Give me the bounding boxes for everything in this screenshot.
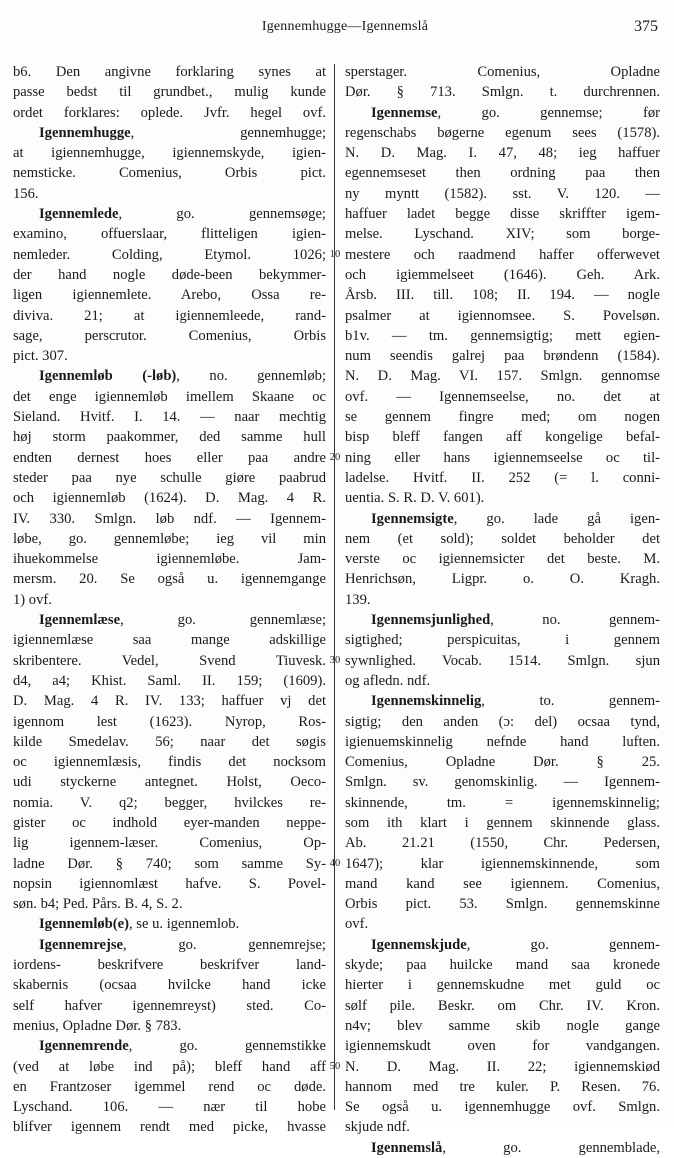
page-number: 375 (634, 18, 658, 35)
text-line: b1v. — tm. gennemsigtig; mett egien- (345, 327, 660, 344)
entry-headword-line: Igennemse, go. gennemse; før (371, 104, 660, 121)
text-line: och igiemmelseet (1646). Geh. Ark. (345, 266, 660, 283)
text-line: Lyschand. 106. — nær til hobe (13, 1099, 326, 1116)
text-line: Årsb. III. till. 108; II. 194. — nogle (345, 287, 660, 304)
text-line: d4, a4; Khist. Saml. II. 159; (1609). (13, 672, 326, 689)
text-line: nemleder. Colding, Etymol. 1026; (13, 246, 326, 263)
text-line: N. D. Mag. I. 47, 48; ieg haffuer (345, 145, 660, 162)
headword: Igennemskinnelig (371, 693, 482, 710)
right-column (345, 62, 660, 1158)
text-line: N. D. Mag. II. 22; igiennemskiød (345, 1058, 660, 1075)
entry-headword-line: Igennemskjude, go. gennem- (371, 936, 660, 953)
line-number: 30 (329, 654, 341, 666)
text-line: N. D. Mag. VI. 157. Smlgn. gennomse (345, 368, 660, 385)
text-line: ny myntt (1582). sst. V. 120. — (345, 185, 660, 202)
text-line: bisp bleff fangen aff kongelige befal- (345, 429, 660, 446)
text-line: Dør. § 713. Smlgn. t. durchrennen. (345, 84, 660, 101)
text-line: ligen igiennemlete. Arebo, Ossa re- (13, 287, 326, 304)
headword: Igennemskjude (371, 936, 467, 953)
text-line: (ved at løbe ind på); bleff hand aff (13, 1058, 326, 1075)
entry-headword-line: Igennemslå, go. gennemblade, (371, 1139, 660, 1156)
headword: Igennemsjunlighed (371, 612, 491, 629)
entry-headword-line: Igennemskinnelig, to. gennem- (371, 693, 660, 710)
text-line: nopsin igiennomlæst hafve. S. Povel- (13, 875, 326, 892)
text-line: skyde; paa huilcke mand saa kronede (345, 957, 660, 974)
text-line: 139. (345, 591, 371, 608)
text-line: sølf pile. Beskr. om Chr. IV. Kron. (345, 997, 660, 1014)
text-line: mestere och raadmend haffer offerwevet (345, 246, 660, 263)
text-line: nem (et sold); soldet beholder det (345, 530, 660, 547)
text-line: skinnende, tm. = igennemskinnelig; (345, 794, 660, 811)
text-line: verste oc igiennemsicter det beste. M. (345, 551, 660, 568)
page-header (30, 14, 660, 38)
headword: Igennemløb(e) (39, 916, 129, 933)
text-line: self hafver igennemreyst) sted. Co- (13, 997, 326, 1014)
running-title: Igennemhugge—Igennemslå (261, 19, 429, 34)
text-line: uentia. S. R. D. V. 601). (345, 490, 485, 507)
text-line: sperstager. Comenius, Opladne (345, 64, 660, 80)
text-line: Sieland. Hvitf. I. 14. — naar mechtig (13, 409, 326, 426)
text-line: endten dernest hoes eller paa andre (13, 449, 326, 466)
headword: Igennemhugge (39, 124, 131, 141)
text-line: ladelse. Hvitf. II. 252 (= l. conni- (345, 469, 660, 486)
text-line: se gennem fingre med; om nogen (345, 409, 660, 426)
text-line: Orbis pict. 53. Smlgn. gennemskinne (345, 896, 660, 913)
text-line: steder paa nye schulle giøre paabrud (13, 469, 326, 486)
entry-headword-line: Igennemsigte, go. lade gå igen- (371, 510, 660, 527)
column-divider (334, 64, 335, 1110)
text-line: menius, Opladne Dør. § 783. (13, 1017, 182, 1034)
text-line: hannom med tre kuler. P. Resen. 76. (345, 1078, 660, 1095)
text-line: oc igiennemlæsis, findis det nocksom (13, 754, 326, 771)
entry-headword-line: Igennemlede, go. gennemsøge; (39, 206, 326, 223)
text-line: at igiennemhugge, igiennemskyde, igien- (13, 145, 326, 162)
entry-headword-line: Igennemsjunlighed, no. gennem- (371, 612, 660, 629)
text-line: nemsticke. Comenius, Orbis pict. (13, 165, 326, 182)
text-line: hierter i gennemskudne met guld oc (345, 977, 660, 994)
text-line: nomia. V. q2; begger, hvilckes re- (13, 794, 326, 811)
entry-headword-line: Igennemløb(e), se u. igennemlob. (39, 916, 240, 933)
text-line: og afledn. ndf. (345, 672, 431, 689)
text-line: blifver igennem rendt med picke, hvasse (13, 1119, 326, 1136)
line-number: 40 (329, 857, 341, 869)
text-line: b6. Den angivne forklaring synes at (13, 64, 326, 80)
text-line: examino, offuerslaar, flitteligen igien- (13, 226, 326, 243)
entry-headword-line: Igennemrende, go. gennemstikke (39, 1038, 326, 1055)
line-number: 20 (329, 451, 341, 463)
text-line: lig igennem-læser. Comenius, Op- (13, 835, 326, 852)
text-line: som ith klart i gennem skinnende glass. (345, 814, 660, 831)
text-line: Ab. 21.21 (1550, Chr. Pedersen, (345, 835, 660, 852)
text-line: ordet forklares: oplede. Jvfr. hegel ovf. (13, 104, 326, 121)
entry-headword-line: Igennemhugge, gennemhugge; (39, 124, 326, 141)
text-line: egennemseset then ordning paa then (345, 165, 660, 182)
text-line: søn. b4; Ped. Pårs. B. 4, S. 2. (13, 896, 183, 913)
text-line: psalmer at igiennomsee. S. Povelsøn. (345, 307, 660, 324)
text-line: passe bedst til grundbet., mulig kunde (13, 84, 326, 101)
text-line: iordens- beskrifvere beskrifver land- (13, 957, 326, 974)
text-line: diviva. 21; at igiennemleede, rand- (13, 307, 326, 324)
text-line: skabernis (ocsaa hvilcke hand icke (13, 977, 326, 994)
text-line: skribentere. Vedel, Svend Tiuvesk. (13, 652, 326, 669)
text-line: der hand nogle døde-been bekymmer- (13, 266, 326, 283)
headword: Igennemrejse (39, 936, 124, 953)
text-line: sigtighed; perspicuitas, i gennem (345, 632, 660, 649)
text-line: Se også u. igennemhugge ovf. Smlgn. (345, 1099, 660, 1116)
headword: Igennemlæse (39, 612, 121, 629)
headword: Igennemrende (39, 1038, 129, 1055)
text-line: kilde Smedelav. 56; naar det søgis (13, 733, 326, 750)
text-line: Henrichsøn, Ligpr. o. O. Kragh. (345, 571, 660, 588)
entry-headword-line: Igennemlæse, go. gennemlæse; (39, 612, 326, 629)
text-line: igiennemskudt oven for vandgangen. (345, 1038, 660, 1055)
text-line: udi styckerne antegnet. Holst, Oeco- (13, 774, 326, 791)
headword: Igennemse (371, 104, 438, 121)
entry-headword-line: Igennemrejse, go. gennemrejse; (39, 936, 326, 953)
text-line: igennom lest (1623). Nyrop, Ros- (13, 713, 326, 730)
line-number: 10 (329, 248, 341, 260)
text-line: pict. 307. (13, 348, 68, 365)
text-line: ovf. — Igennemseelse, no. det at (345, 388, 660, 405)
text-line: mand kand see igiennem. Comenius, (345, 875, 660, 892)
headword: Igennemsigte (371, 510, 454, 527)
line-number: 50 (329, 1060, 341, 1072)
text-line: Comenius, Opladne Dør. § 25. (345, 754, 660, 771)
text-line: ovf. (345, 916, 369, 933)
headword: Igennemlede (39, 206, 119, 223)
left-column (13, 62, 326, 1138)
text-line: IV. 330. Smlgn. løb ndf. — Igennem- (13, 510, 326, 527)
text-line: D. Mag. 4 R. IV. 133; haffuer vj det (13, 693, 326, 710)
text-line: løbe, go. gennemløbe; ieg vil min (13, 530, 326, 547)
headword: Igennemløb (-løb) (39, 368, 177, 385)
text-line: ihuekommelse igiennemløbe. Jam- (13, 551, 326, 568)
text-line: 156. (13, 185, 39, 202)
text-line: ladne Dør. § 740; som samme Sy- (13, 855, 326, 872)
text-line: num seendis galrej paa brøndenn (1584). (345, 348, 660, 365)
text-line: mersm. 20. Se også u. igennemgange (13, 571, 326, 588)
text-line: skjude ndf. (345, 1119, 410, 1136)
text-line: melse. Lyschand. XIV; som borge- (345, 226, 660, 243)
text-line: sage, perscrutor. Comenius, Orbis (13, 327, 326, 344)
text-line: en Frantzoser igemmel rend oc døde. (13, 1078, 326, 1095)
text-line: det enge igiennemløb imellem Skaane oc (13, 388, 326, 405)
text-line: n4v; blev samme skib nogle gange (345, 1017, 660, 1034)
text-line: igienuemskinnelig nefnde hand luften. (345, 733, 660, 750)
text-line: 1) ovf. (13, 591, 52, 608)
text-line: regenschabs bøgerne egenum sees (1578). (345, 124, 660, 141)
text-line: igiennemlæse saa mange adskillige (13, 632, 326, 649)
text-line: høj storm paakommer, ded samme hull (13, 429, 326, 446)
entry-headword-line: Igennemløb (-løb), no. gennemløb; (39, 368, 326, 385)
text-line: Smlgn. sv. genomskinlig. — Igennem- (345, 774, 660, 791)
text-line: 1647); klar igiennemskinnende, som (345, 855, 660, 872)
text-line: haffuer ladet begge disse skriffter igem- (345, 206, 660, 223)
text-line: sigtig; den anden (ɔ: del) ocsaa tynd, (345, 713, 660, 730)
text-line: sywnlighed. Vocab. 1514. Smlgn. sjun (345, 652, 660, 669)
headword: Igennemslå (371, 1139, 443, 1156)
text-line: ning eller hans igiennemseelse oc til- (345, 449, 660, 466)
text-line: och igiennemløb (1624). D. Mag. 4 R. (13, 490, 326, 507)
text-line: gister oc indhold eyer-manden neppe- (13, 814, 326, 831)
